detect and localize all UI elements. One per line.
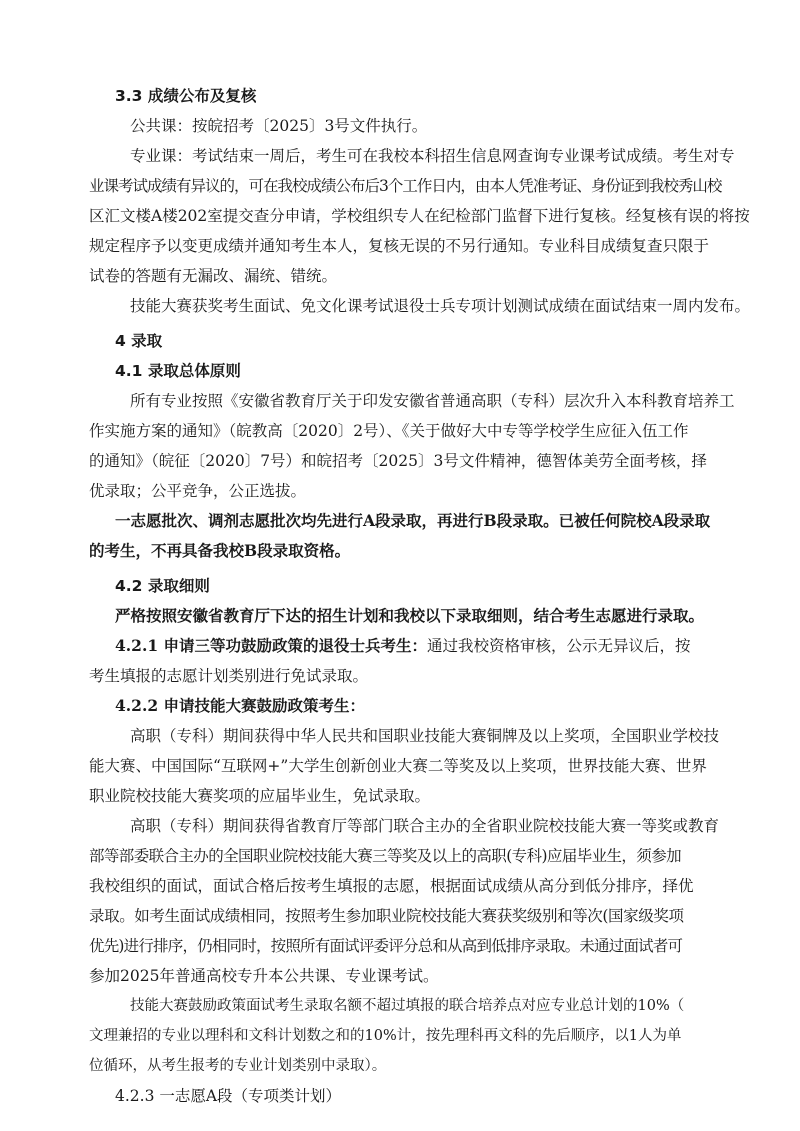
subsection-heading-4-2-3: 4.2.3 一志愿A段（专项类计划） xyxy=(115,1087,342,1105)
paragraph-line: 公共课：按皖招考〔2025〕3号文件执行。 xyxy=(130,117,428,135)
section-heading-4: 4 录取 xyxy=(115,332,163,350)
paragraph-line: 高职（专科）期间获得省教育厅等部门联合主办的全省职业院校技能大赛一等奖或教育 xyxy=(130,817,720,835)
section-heading-3-3: 3.3 成绩公布及复核 xyxy=(115,87,257,105)
paragraph-line: 业课考试成绩有异议的，可在我校成绩公布后3个工作日内，由本人凭准考证、身份证到我校秀山校 xyxy=(89,177,722,195)
bold-paragraph-line: 的考生，不再具备我校B段录取资格。 xyxy=(89,541,351,560)
paragraph-line: 参加2025年普通高校专升本公共课、专业课考试。 xyxy=(89,967,439,985)
paragraph-line: 技能大赛鼓励政策面试考生录取名额不超过填报的联合培养点对应专业总计划的10%（ xyxy=(130,998,685,1014)
paragraph-line: 区汇文楼A楼202室提交查分申请，学校组织专人在纪检部门监督下进行复核。经复核有误的将按 xyxy=(89,207,750,225)
subsection-heading-4-2-2: 4.2.2 申请技能大赛鼓励政策考生： xyxy=(115,696,366,715)
paragraph-line: 的通知》（皖征〔2020〕7号）和皖招考〔2025〕3号文件精神，德智体美劳全面考核，择 xyxy=(89,452,707,470)
paragraph-line: 技能大赛获奖考生面试、免文化课考试退役士兵专项计划测试成绩在面试结束一周内发布。 xyxy=(130,297,751,315)
paragraph-line: 位循环，从考生报考的专业计划类别中录取）。 xyxy=(89,1058,387,1074)
paragraph-line: 职业院校技能大赛奖项的应届毕业生，免试录取。 xyxy=(89,787,431,805)
paragraph-line-4-2-1 xyxy=(115,636,691,656)
paragraph-line: 所有专业按照《安徽省教育厅关于印发安徽省普通高职（专科）层次升入本科教育培养工 xyxy=(130,392,735,410)
paragraph-line: 专业课：考试结束一周后，考生可在我校本科招生信息网查询专业课考试成绩。考生对专 xyxy=(130,147,735,165)
paragraph-line: 录取。如考生面试成绩相同，按照考生参加职业院校技能大赛获奖级别和等次(国家级奖项 xyxy=(89,907,684,925)
paragraph-line: 规定程序予以变更成绩并通知考生本人，复核无误的不另行通知。专业科目成绩复查只限于 xyxy=(89,237,710,255)
section-heading-4-2: 4.2 录取细则 xyxy=(115,577,210,595)
paragraph-line: 优录取；公平竞争，公正选拔。 xyxy=(89,482,307,500)
paragraph-line: 文理兼招的专业以理科和文科计划数之和的10%计，按先理科再文科的先后顺序，以1人为单 xyxy=(89,1028,682,1044)
bold-paragraph-line: 一志愿批次、调剂志愿批次均先进行A段录取，再进行B段录取。已被任何院校A段录取 xyxy=(115,511,711,530)
bold-paragraph-line: 严格按照安徽省教育厅下达的招生计划和我校以下录取细则，结合考生志愿进行录取。 xyxy=(115,606,705,625)
paragraph-line: 作实施方案的通知》（皖教高〔2020〕2号）、《关于做好大中专等学校学生应征入伍工作 xyxy=(89,422,689,440)
paragraph-line: 高职（专科）期间获得中华人民共和国职业技能大赛铜牌及以上奖项，全国职业学校技 xyxy=(130,727,720,745)
paragraph-line: 部等部委联合主办的全国职业院校技能大赛三等奖及以上的高职(专科)应届毕业生，须参加 xyxy=(89,847,681,865)
subsection-heading-4-2-1: 4.2.1 申请三等功鼓励政策的退役士兵考生： xyxy=(115,636,428,655)
paragraph-line: 能大赛、中国国际“互联网+”大学生创新创业大赛二等奖及以上奖项，世界技能大赛、世界 xyxy=(89,757,707,775)
section-heading-4-1: 4.1 录取总体原则 xyxy=(115,362,241,380)
paragraph-line: 试卷的答题有无漏改、漏统、错统。 xyxy=(89,267,338,285)
paragraph-line: 优先)进行排序，仍相同时，按照所有面试评委评分总和从高到低排序录取。未通过面试者可 xyxy=(89,937,683,955)
paragraph-line: 我校组织的面试，面试合格后按考生填报的志愿，根据面试成绩从高分到低分排序，择优 xyxy=(89,877,694,895)
paragraph-text: 通过我校资格审核，公示无异议后，按 xyxy=(427,637,691,655)
paragraph-line: 考生填报的志愿计划类别进行免试录取。 xyxy=(89,667,369,685)
